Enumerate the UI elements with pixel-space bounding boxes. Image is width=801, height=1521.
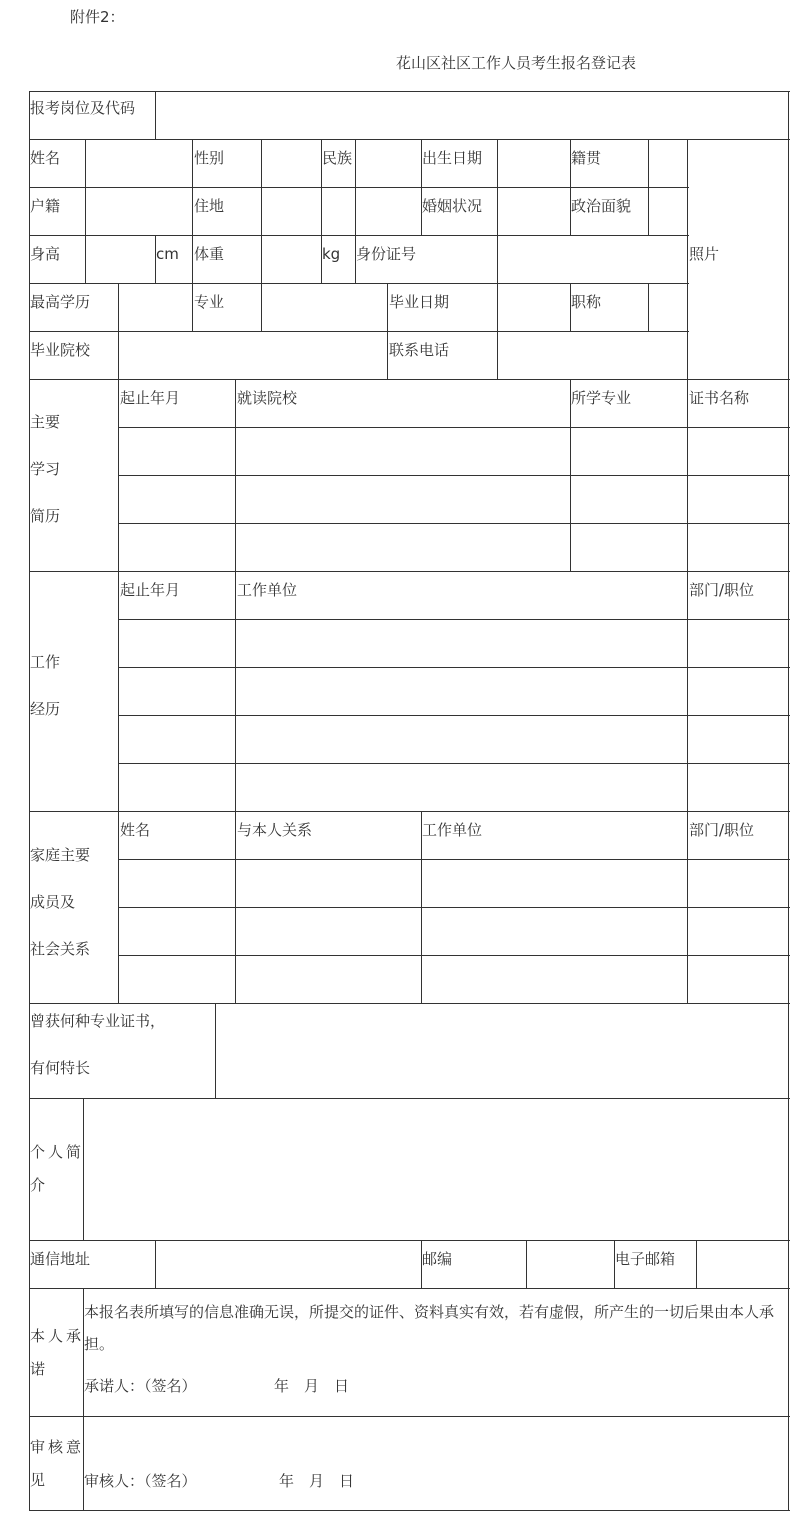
review-field[interactable] bbox=[84, 1417, 788, 1509]
table-rule-horizontal bbox=[118, 907, 790, 908]
table-rule-horizontal bbox=[29, 571, 790, 572]
table-rule-vertical bbox=[235, 379, 236, 1004]
label-address: 通信地址 bbox=[30, 1250, 91, 1268]
certs-label-2: 有何特长 bbox=[30, 1059, 91, 1077]
title-rank-field[interactable] bbox=[649, 284, 687, 330]
review-signer: 审核人：（签名） bbox=[84, 1472, 197, 1490]
position-code-field[interactable] bbox=[156, 92, 788, 138]
family-label-2: 成员及 bbox=[30, 893, 76, 911]
photo-box[interactable] bbox=[689, 140, 788, 378]
gender-field[interactable] bbox=[262, 140, 320, 186]
table-rule-horizontal bbox=[118, 523, 790, 524]
label-native-place: 籍贯 bbox=[571, 149, 602, 167]
attachment-label: 附件2： bbox=[70, 8, 125, 26]
label-id-number: 身份证号 bbox=[356, 245, 417, 263]
table-rule-horizontal bbox=[118, 763, 790, 764]
unit-kg: kg bbox=[322, 245, 341, 263]
weight-field[interactable] bbox=[262, 236, 320, 282]
major-field[interactable] bbox=[262, 284, 386, 330]
household-field[interactable] bbox=[86, 188, 192, 234]
table-rule-vertical bbox=[687, 139, 688, 380]
unit-cm: cm bbox=[156, 245, 179, 263]
table-rule-vertical bbox=[192, 139, 193, 332]
school-field[interactable] bbox=[120, 332, 386, 378]
certs-field[interactable] bbox=[216, 1004, 788, 1097]
postcode-field[interactable] bbox=[527, 1241, 613, 1287]
table-rule-horizontal bbox=[118, 859, 790, 860]
pledge-text: 本报名表所填写的信息准确无误，所提交的证件、资料真实有效，若有虚假，所产生的一切后果由本人承担。 bbox=[84, 1303, 775, 1353]
label-photo: 照片 bbox=[689, 245, 720, 263]
family-col-relation: 与本人关系 bbox=[237, 821, 313, 839]
table-rule-vertical bbox=[118, 379, 119, 1004]
residence-field[interactable] bbox=[262, 188, 420, 234]
table-rule-horizontal bbox=[118, 955, 790, 956]
label-position-code: 报考岗位及代码 bbox=[30, 99, 136, 117]
table-rule-horizontal bbox=[118, 667, 790, 668]
work-col-dept: 部门/职位 bbox=[689, 581, 755, 599]
table-rule-horizontal bbox=[29, 811, 790, 812]
label-school: 毕业院校 bbox=[30, 341, 91, 359]
table-rule-horizontal bbox=[29, 1288, 790, 1289]
intro-field[interactable] bbox=[84, 1099, 788, 1239]
highest-education-field[interactable] bbox=[120, 284, 192, 330]
label-residence: 住地 bbox=[194, 197, 225, 215]
ethnicity-field[interactable] bbox=[356, 140, 420, 186]
native-place-field[interactable] bbox=[649, 140, 687, 186]
work-col-period: 起止年月 bbox=[120, 581, 181, 599]
intro-label: 个人简介 bbox=[30, 1143, 85, 1194]
label-political-status: 政治面貌 bbox=[571, 197, 632, 215]
name-field[interactable] bbox=[86, 140, 192, 186]
label-email: 电子邮箱 bbox=[615, 1250, 676, 1268]
table-rule-horizontal bbox=[29, 379, 790, 380]
work-label-1: 工作 bbox=[30, 653, 61, 671]
study-label-3: 简历 bbox=[30, 507, 61, 525]
graduation-date-field[interactable] bbox=[498, 284, 569, 330]
label-household: 户籍 bbox=[30, 197, 61, 215]
table-rule-horizontal bbox=[118, 619, 790, 620]
label-phone: 联系电话 bbox=[389, 341, 450, 359]
label-graduation-date: 毕业日期 bbox=[389, 293, 450, 311]
address-field[interactable] bbox=[156, 1241, 420, 1287]
table-rule-horizontal bbox=[118, 475, 790, 476]
family-col-employer: 工作单位 bbox=[422, 821, 483, 839]
study-col-major: 所学专业 bbox=[571, 389, 632, 407]
marital-status-field[interactable] bbox=[498, 188, 569, 234]
label-highest-education: 最高学历 bbox=[30, 293, 91, 311]
pledge-date: 年 月 日 bbox=[274, 1377, 350, 1395]
study-label-1: 主要 bbox=[30, 413, 61, 431]
label-title-rank: 职称 bbox=[571, 293, 602, 311]
label-postcode: 邮编 bbox=[422, 1250, 453, 1268]
table-rule-vertical bbox=[118, 283, 119, 380]
table-rule-horizontal bbox=[118, 427, 790, 428]
email-field[interactable] bbox=[697, 1241, 788, 1287]
family-label-1: 家庭主要 bbox=[30, 846, 91, 864]
study-label-2: 学习 bbox=[30, 460, 61, 478]
political-status-field[interactable] bbox=[649, 188, 687, 234]
label-name: 姓名 bbox=[30, 149, 61, 167]
table-rule-vertical bbox=[788, 91, 789, 1511]
study-col-certificate: 证书名称 bbox=[689, 389, 750, 407]
certs-label-1: 曾获何种专业证书， bbox=[30, 1012, 166, 1030]
table-rule-vertical bbox=[687, 379, 688, 1004]
label-ethnicity: 民族 bbox=[322, 149, 353, 167]
work-col-employer: 工作单位 bbox=[237, 581, 298, 599]
label-gender: 性别 bbox=[194, 149, 225, 167]
birth-date-field[interactable] bbox=[498, 140, 569, 186]
work-label-2: 经历 bbox=[30, 700, 61, 718]
height-field[interactable] bbox=[86, 236, 154, 282]
table-rule-horizontal bbox=[118, 715, 790, 716]
id-number-field[interactable] bbox=[498, 236, 687, 282]
study-col-period: 起止年月 bbox=[120, 389, 181, 407]
phone-field[interactable] bbox=[498, 332, 687, 378]
label-major: 专业 bbox=[194, 293, 225, 311]
study-col-school: 就读院校 bbox=[237, 389, 298, 407]
table-rule-vertical bbox=[387, 283, 388, 380]
label-birth-date: 出生日期 bbox=[422, 149, 483, 167]
label-height: 身高 bbox=[30, 245, 61, 263]
review-label: 审核意见 bbox=[30, 1438, 85, 1489]
label-weight: 体重 bbox=[194, 245, 225, 263]
review-date: 年 月 日 bbox=[279, 1472, 355, 1490]
family-col-dept: 部门/职位 bbox=[689, 821, 755, 839]
family-col-name: 姓名 bbox=[120, 821, 151, 839]
family-label-3: 社会关系 bbox=[30, 940, 91, 958]
label-marital-status: 婚姻状况 bbox=[422, 197, 483, 215]
pledge-label: 本人承诺 bbox=[30, 1327, 85, 1378]
pledge-signer: 承诺人：（签名） bbox=[84, 1377, 197, 1395]
form-title: 花山区社区工作人员考生报名登记表 bbox=[396, 54, 637, 72]
table-rule-horizontal bbox=[29, 1510, 790, 1511]
